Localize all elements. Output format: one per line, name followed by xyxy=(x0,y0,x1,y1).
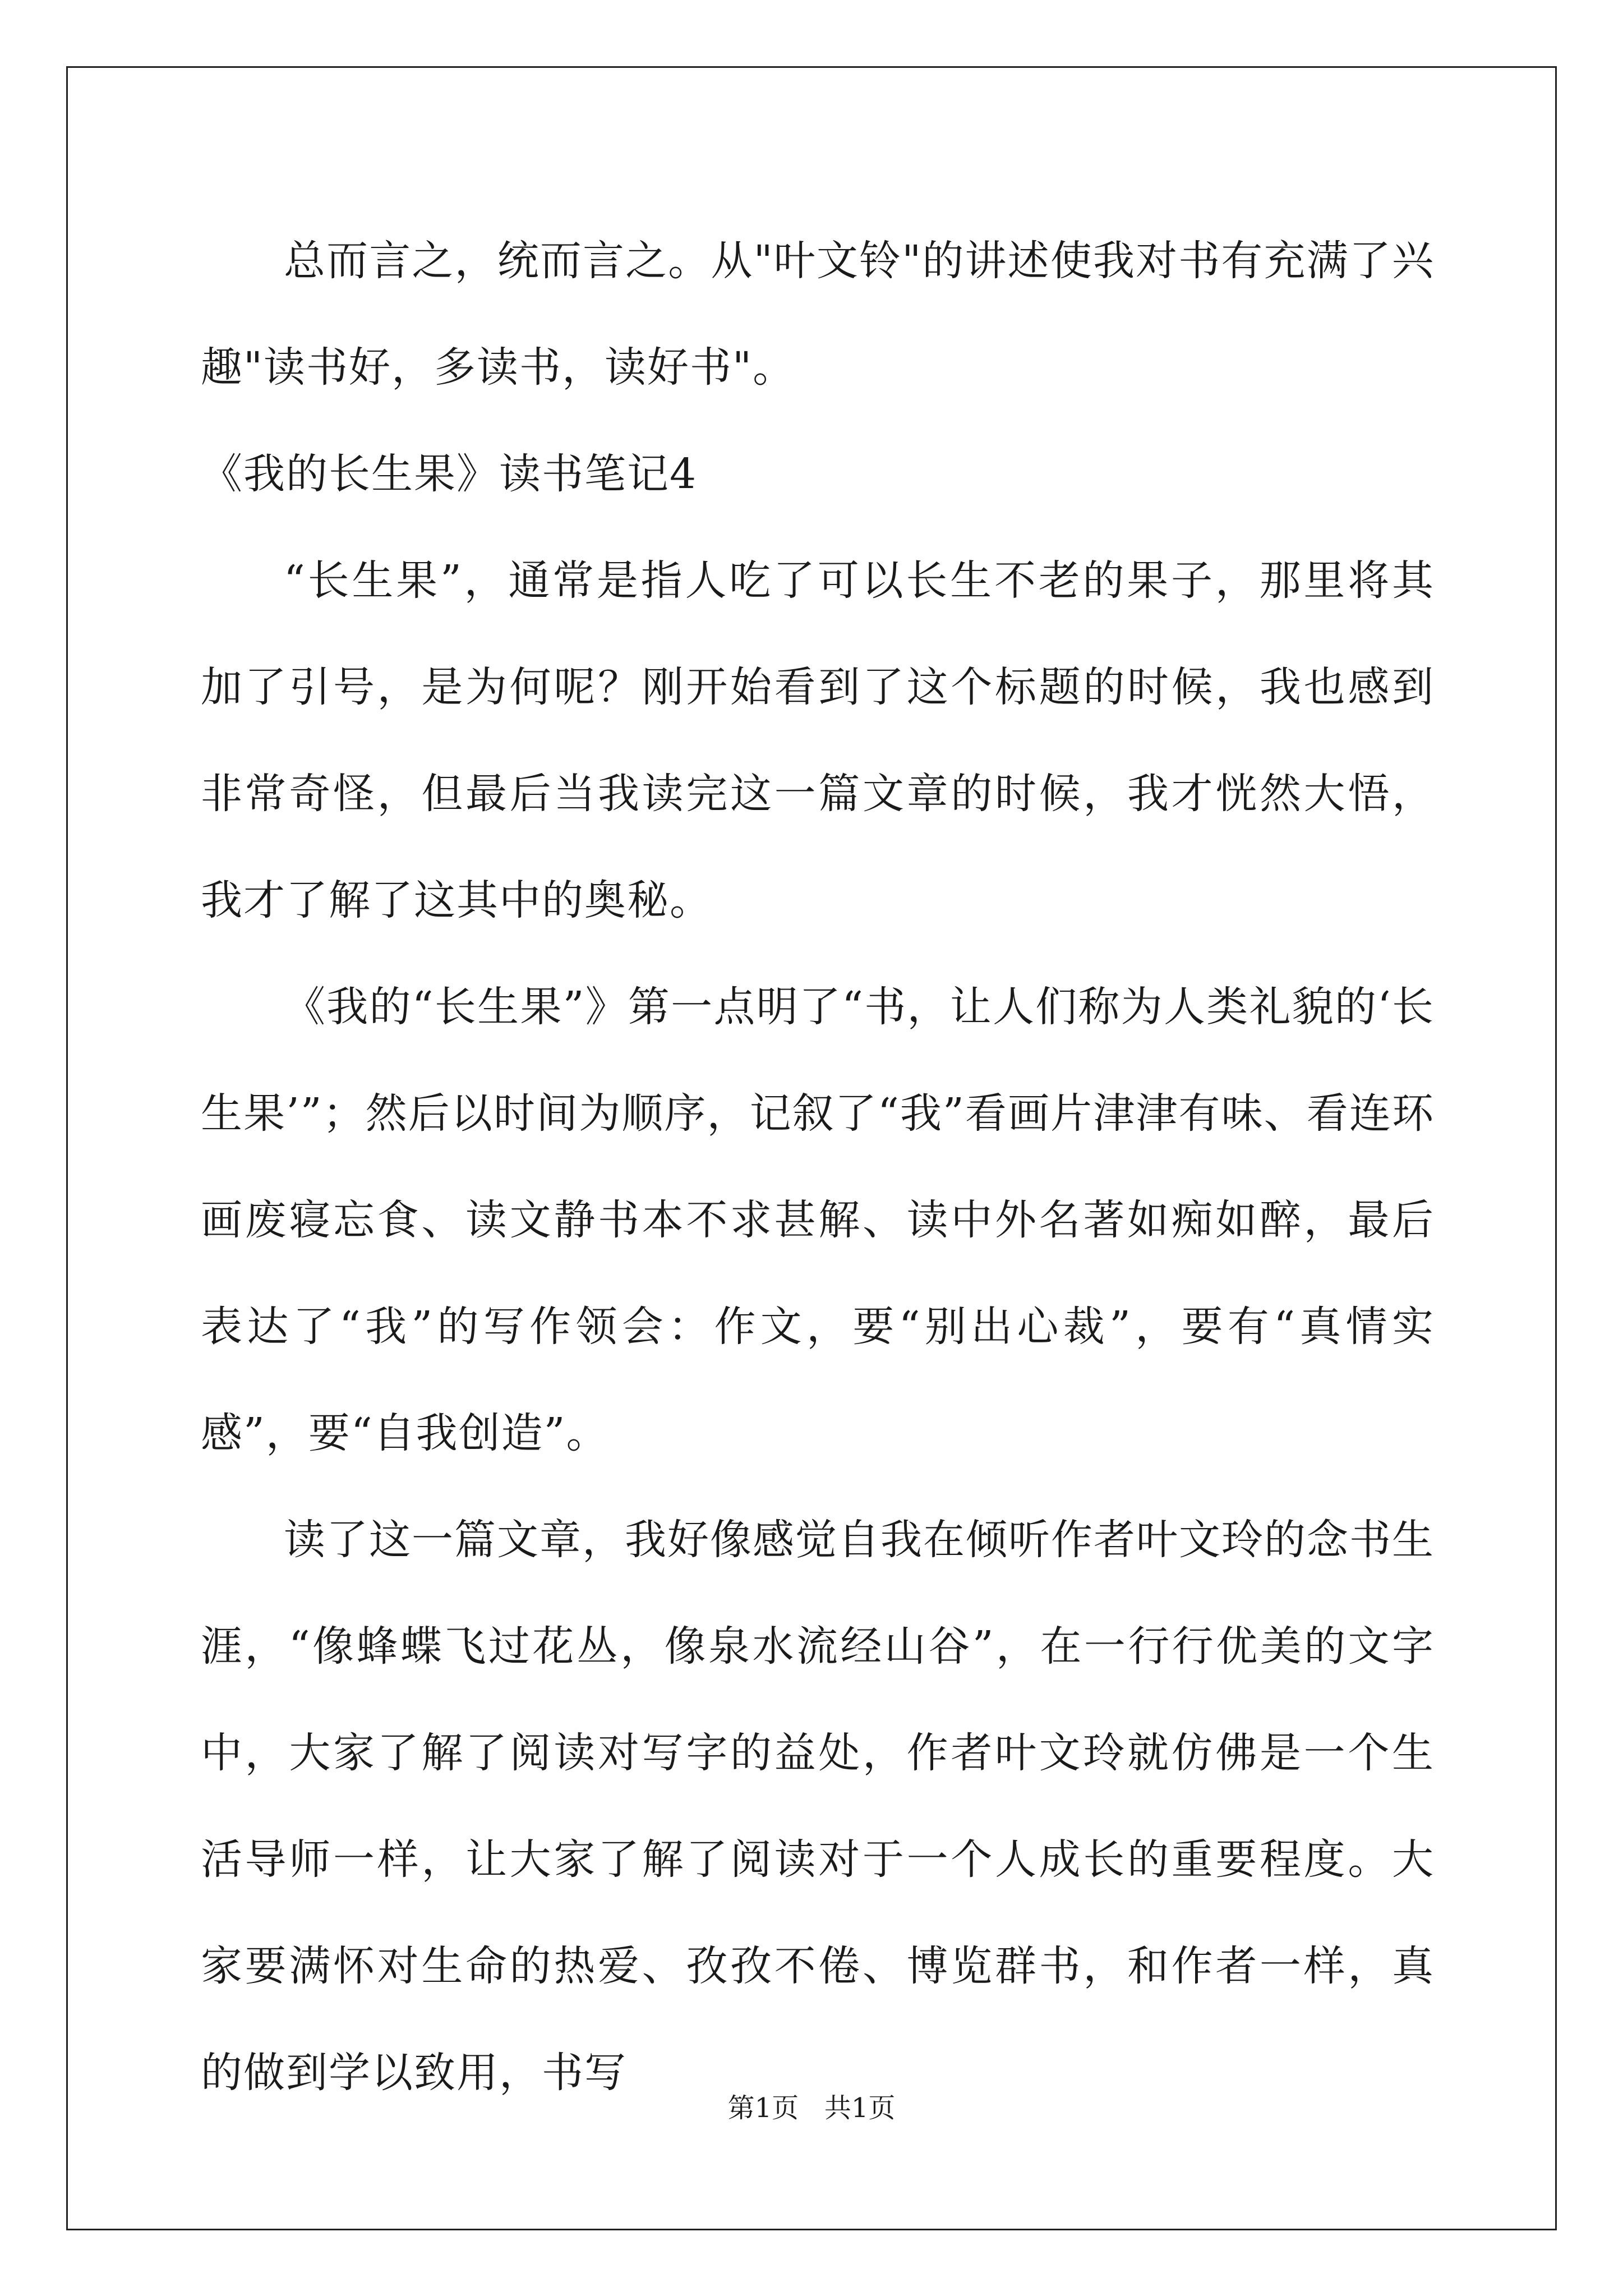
document-body xyxy=(201,208,1435,2126)
page-number: 第1页 xyxy=(727,2092,799,2124)
section-heading: 《我的长生果》读书笔记4 xyxy=(201,450,698,498)
paragraph-4: 读了这一篇文章，我好像感觉自我在倾听作者叶文玲的念书生涯，“像蜂蝶飞过花丛，像泉水流经山谷”，在一行行优美的文字中，大家了解了阅读对写字的益处，作者叶文玲就仿佛是一个生活导师一样，让大家了解了阅读对于一个人成长的重要程度。大家要满怀对生命的热爱、孜孜不倦、博览群书，和作者一样，真的做到学以致用，书写 xyxy=(201,1516,1435,2097)
page-total: 共1页 xyxy=(824,2092,896,2124)
paragraph-2: “长生果”，通常是指人吃了可以长生不老的果子，那里将其加了引号，是为何呢？刚开始看到了这个标题的时候，我也感到非常奇怪，但最后当我读完这一篇文章的时候，我才恍然大悟，我才了解了这其中的奥秘。 xyxy=(201,556,1435,924)
paragraph-1: 总而言之，统而言之。从"叶文铃"的讲述使我对书有充满了兴趣"读书好，多读书，读好书"。 xyxy=(201,237,1435,392)
paragraph-3: 《我的“长生果”》第一点明了“书，让人们称为人类礼貌的‘长生果’”；然后以时间为顺序，记叙了“我”看画片津津有味、看连环画废寝忘食、读文静书本不求甚解、读中外名著如痴如醉，最后表达了“我”的写作领会：作文，要“别出心裁”，要有“真情实感”，要“自我创造”。 xyxy=(201,983,1435,1457)
page-footer xyxy=(0,2091,1623,2125)
